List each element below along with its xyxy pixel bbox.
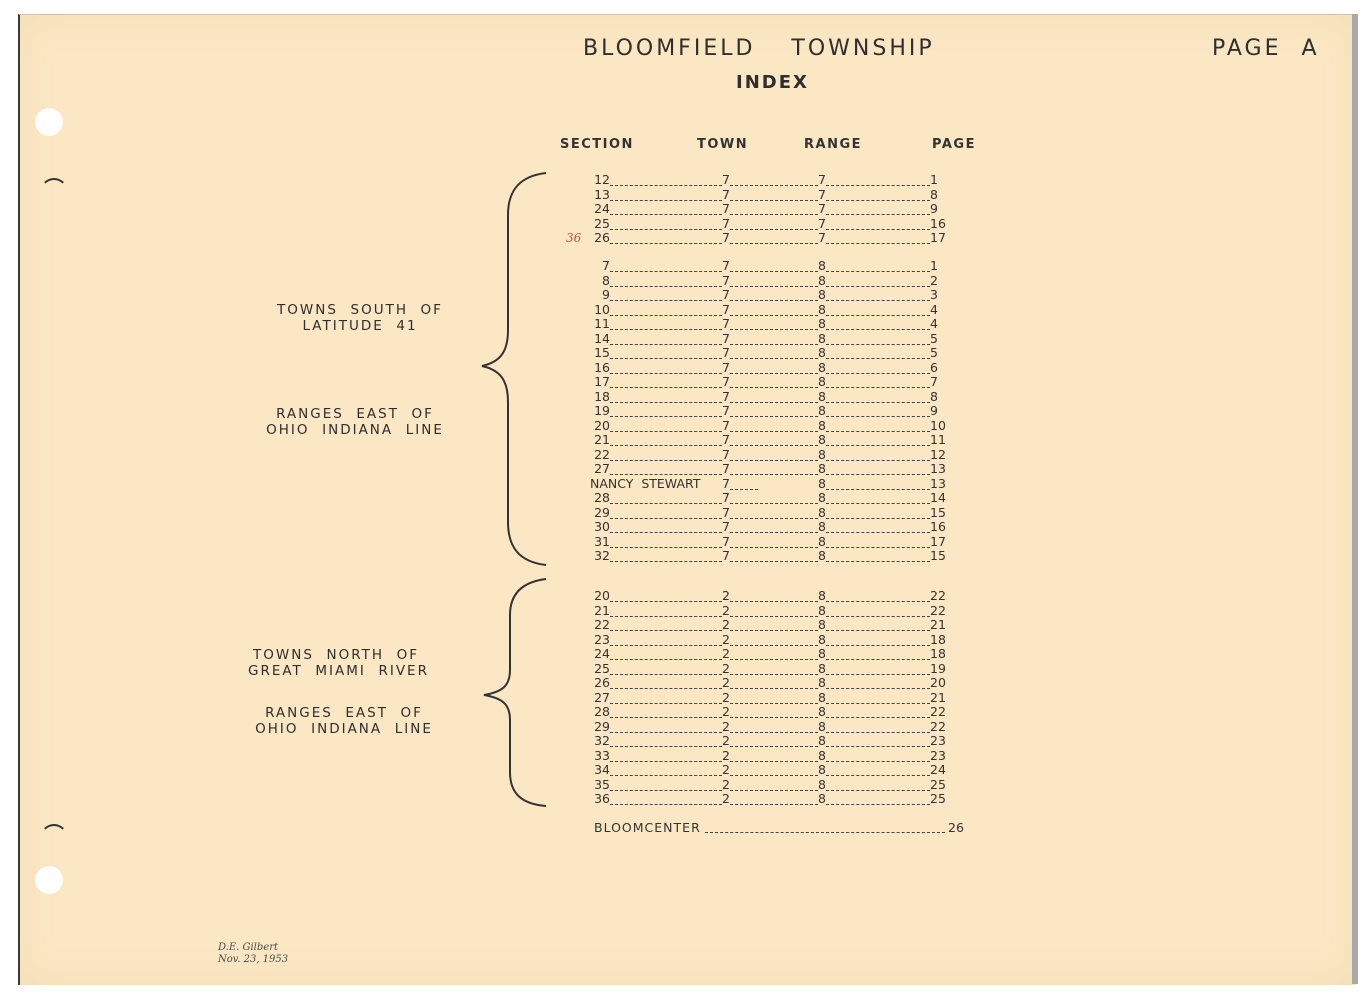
group-label-line: LATITUDE 41	[302, 318, 418, 334]
signature	[218, 942, 288, 966]
section-cell: 21	[594, 432, 610, 447]
section-cell: 26	[594, 675, 610, 690]
page-cell: 3	[930, 287, 938, 302]
group-label-line: RANGES EAST OF	[265, 705, 423, 721]
town-cell: 7	[722, 201, 730, 216]
town-cell: 2	[722, 588, 730, 603]
section-cell: 15	[594, 345, 610, 360]
range-cell: 8	[818, 403, 826, 418]
range-cell: 8	[818, 272, 826, 288]
town-cell: 7	[722, 172, 730, 187]
section-cell: 19	[594, 403, 610, 418]
signature-date: Nov. 23, 1953	[218, 954, 289, 965]
group-label-line: OHIO INDIANA LINE	[255, 721, 433, 737]
range-cell: 8	[818, 733, 826, 748]
town-cell: 7	[722, 230, 730, 245]
range-cell: 8	[818, 602, 826, 618]
page-cell: 1	[930, 172, 938, 187]
section-cell: 10	[594, 301, 610, 317]
page-cell: 8	[930, 186, 938, 202]
group-label-north	[248, 647, 429, 679]
page-cell: 1	[930, 258, 938, 273]
town-cell: 2	[722, 776, 730, 792]
section-cell: 21	[594, 602, 610, 618]
town-cell: 7	[722, 475, 730, 491]
section-cell: 34	[594, 762, 610, 777]
page-cell: 10	[930, 417, 946, 433]
section-cell: 20	[594, 588, 610, 603]
range-cell: 8	[818, 533, 826, 549]
range-cell: 8	[818, 388, 826, 404]
range-cell: 7	[818, 201, 826, 216]
bloomcenter-label: BLOOMCENTER	[594, 820, 701, 835]
range-cell: 8	[818, 646, 826, 661]
range-cell: 8	[818, 747, 826, 763]
range-cell: 8	[818, 258, 826, 273]
town-cell: 7	[722, 186, 730, 202]
page-cell: 15	[930, 504, 946, 520]
town-cell: 7	[722, 272, 730, 288]
section-cell: 20	[594, 417, 610, 433]
signature-name: D.E. Gilbert	[218, 942, 278, 953]
section-cell: 24	[594, 201, 610, 216]
page-cell: 22	[930, 588, 946, 603]
group-label-north-ranges	[254, 705, 434, 737]
section-cell: 22	[594, 617, 610, 632]
page-cell: 7	[930, 374, 938, 389]
page-cell: 5	[930, 330, 938, 346]
range-cell: 7	[818, 230, 826, 245]
range-cell: 8	[818, 776, 826, 792]
page-cell: 9	[930, 201, 938, 216]
page-cell: 25	[930, 791, 946, 806]
town-cell: 7	[722, 519, 730, 534]
town-cell: 7	[722, 388, 730, 404]
section-cell: NANCY STEWART	[590, 475, 701, 491]
page-cell: 22	[930, 718, 946, 734]
town-cell: 7	[722, 548, 730, 563]
range-cell: 8	[818, 704, 826, 719]
section-cell: 24	[594, 646, 610, 661]
range-cell: 8	[818, 345, 826, 360]
page-cell: 18	[930, 646, 946, 661]
section-cell: 17	[594, 374, 610, 389]
town-cell: 2	[722, 617, 730, 632]
page-cell: 15	[930, 548, 946, 563]
section-cell: 25	[594, 660, 610, 676]
page-cell: 8	[930, 388, 938, 404]
range-cell: 8	[818, 461, 826, 476]
page-cell: 5	[930, 345, 938, 360]
handwritten-note: 36	[566, 231, 582, 245]
range-cell: 8	[818, 588, 826, 603]
page-cell: 21	[930, 689, 946, 705]
bloomcenter-leader	[705, 832, 945, 833]
range-cell: 8	[818, 617, 826, 632]
range-cell: 8	[818, 432, 826, 447]
section-cell: 28	[594, 490, 610, 505]
page-cell: 4	[930, 301, 938, 317]
column-header-page: PAGE	[932, 137, 976, 152]
page-cell: 6	[930, 359, 938, 375]
title-word: TOWNSHIP	[791, 36, 935, 61]
group-label-south	[270, 302, 450, 334]
section-cell: 32	[594, 733, 610, 748]
page-cell: 18	[930, 631, 946, 647]
page-cell: 2	[930, 272, 938, 288]
town-cell: 2	[722, 660, 730, 676]
town-cell: 7	[722, 215, 730, 231]
page-cell: 13	[930, 475, 946, 491]
range-cell: 8	[818, 446, 826, 462]
page-cell: 11	[930, 432, 946, 447]
section-cell: 27	[594, 689, 610, 705]
section-cell: 35	[594, 776, 610, 792]
brace-south	[482, 173, 546, 565]
page-cell: 9	[930, 403, 938, 418]
town-cell: 7	[722, 316, 730, 331]
range-cell: 8	[818, 374, 826, 389]
column-header-town: TOWN	[697, 137, 749, 152]
range-cell: 8	[818, 490, 826, 505]
town-cell: 7	[722, 359, 730, 375]
town-cell: 2	[722, 718, 730, 734]
page-cell: 13	[930, 461, 946, 476]
group-label-line: OHIO INDIANA LINE	[266, 422, 444, 438]
page-cell: 16	[930, 215, 946, 231]
section-cell: 29	[594, 718, 610, 734]
range-cell: 7	[818, 215, 826, 231]
town-cell: 2	[722, 747, 730, 763]
brace-north	[484, 579, 546, 806]
page-cell: 17	[930, 230, 946, 245]
page-cell: 16	[930, 519, 946, 534]
town-cell: 7	[722, 461, 730, 476]
range-cell: 8	[818, 417, 826, 433]
range-cell: 8	[818, 689, 826, 705]
section-cell: 22	[594, 446, 610, 462]
town-cell: 7	[722, 301, 730, 317]
range-cell: 8	[818, 548, 826, 563]
section-cell: 27	[594, 461, 610, 476]
page-cell: 4	[930, 316, 938, 331]
group-label-line: RANGES EAST OF	[276, 406, 434, 422]
range-cell: 8	[818, 718, 826, 734]
section-cell: 11	[594, 316, 610, 331]
page-cell: 25	[930, 776, 946, 792]
range-cell: 8	[818, 762, 826, 777]
town-cell: 7	[722, 417, 730, 433]
section-cell: 28	[594, 704, 610, 719]
town-cell: 2	[722, 791, 730, 806]
page-cell: 23	[930, 747, 946, 763]
page-cell: 24	[930, 762, 946, 777]
title-word: BLOOMFIELD	[583, 36, 756, 61]
section-cell: 30	[594, 519, 610, 534]
section-cell: 29	[594, 504, 610, 520]
town-cell: 7	[722, 345, 730, 360]
town-cell: 7	[722, 533, 730, 549]
page-cell: 17	[930, 533, 946, 549]
town-cell: 7	[722, 446, 730, 462]
column-header-section: SECTION	[560, 137, 634, 152]
section-cell: 32	[594, 548, 610, 563]
range-cell: 8	[818, 316, 826, 331]
range-cell: 8	[818, 359, 826, 375]
range-cell: 7	[818, 186, 826, 202]
range-cell: 8	[818, 519, 826, 534]
town-cell: 2	[722, 631, 730, 647]
bloomcenter-page: 26	[948, 820, 964, 835]
page-cell: 23	[930, 733, 946, 748]
town-cell: 7	[722, 287, 730, 302]
range-cell: 7	[818, 172, 826, 187]
town-cell: 7	[722, 403, 730, 418]
section-cell: 14	[594, 330, 610, 346]
group-label-line: GREAT MIAMI RIVER	[248, 663, 429, 679]
page-cell: 21	[930, 617, 946, 632]
town-cell: 2	[722, 704, 730, 719]
page-cell: 20	[930, 675, 946, 690]
range-cell: 8	[818, 504, 826, 520]
town-cell: 7	[722, 504, 730, 520]
town-cell: 2	[722, 675, 730, 690]
section-cell: 12	[594, 172, 610, 187]
page-subtitle: INDEX	[736, 72, 809, 93]
section-cell: 25	[594, 215, 610, 231]
group-label-line: TOWNS NORTH OF	[253, 647, 419, 663]
group-label-line: TOWNS SOUTH OF	[277, 302, 443, 318]
section-cell: 36	[594, 791, 610, 806]
range-cell: 8	[818, 475, 826, 491]
section-cell: 31	[594, 533, 610, 549]
group-label-south-ranges	[262, 406, 448, 438]
town-cell: 7	[722, 258, 730, 273]
town-cell: 2	[722, 646, 730, 661]
range-cell: 8	[818, 287, 826, 302]
section-cell: 9	[602, 287, 610, 302]
town-cell: 2	[722, 762, 730, 777]
range-cell: 8	[818, 660, 826, 676]
town-cell: 7	[722, 374, 730, 389]
town-cell: 7	[722, 330, 730, 346]
section-cell: 18	[594, 388, 610, 404]
town-cell: 7	[722, 490, 730, 505]
column-header-range: RANGE	[804, 137, 863, 152]
range-cell: 8	[818, 631, 826, 647]
page-cell: 22	[930, 704, 946, 719]
section-cell: 7	[602, 258, 610, 273]
section-cell: 33	[594, 747, 610, 763]
section-cell: 16	[594, 359, 610, 375]
range-cell: 8	[818, 330, 826, 346]
section-cell: 13	[594, 186, 610, 202]
page-cell: 14	[930, 490, 946, 505]
section-cell: 8	[602, 272, 610, 288]
page-cell: 12	[930, 446, 946, 462]
range-cell: 8	[818, 791, 826, 806]
range-cell: 8	[818, 675, 826, 690]
town-cell: 7	[722, 432, 730, 447]
page-cell: 22	[930, 602, 946, 618]
section-cell: 26	[594, 230, 610, 245]
range-cell: 8	[818, 301, 826, 317]
town-cell: 2	[722, 689, 730, 705]
section-cell: 23	[594, 631, 610, 647]
town-cell: 2	[722, 733, 730, 748]
page-cell: 19	[930, 660, 946, 676]
page-label: PAGE A	[1212, 36, 1320, 61]
town-cell: 2	[722, 602, 730, 618]
